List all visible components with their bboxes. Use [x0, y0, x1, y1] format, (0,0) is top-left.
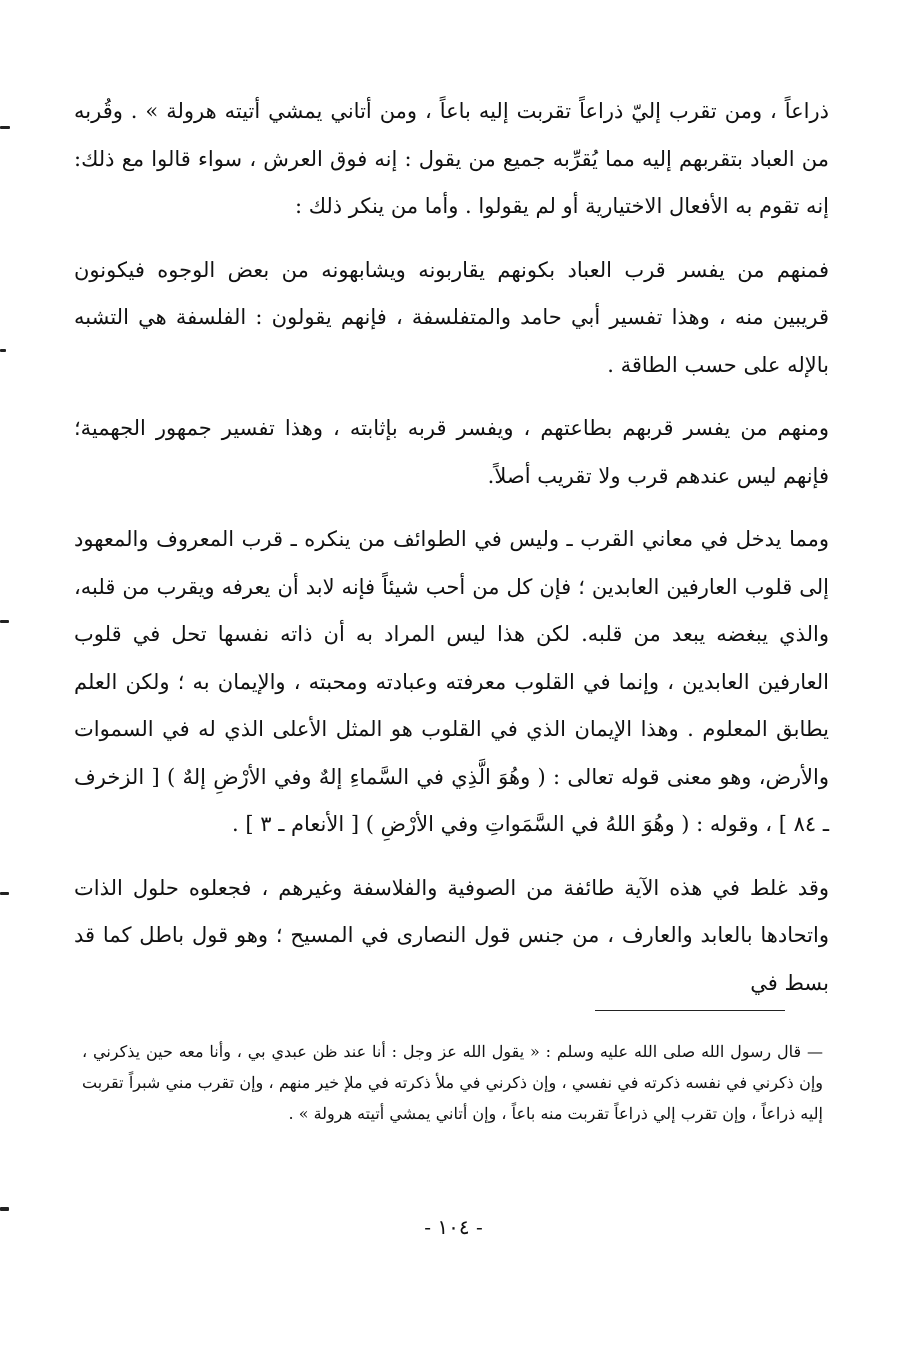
paragraph: وقد غلط في هذه الآية طائفة من الصوفية والفلاسفة وغيرهم ، فجعلوه حلول الذات واتحادها بالعابد والعارف ، من جنس قول النصارى في المسيح ؛ وهو قول باطل كما قد بسط في — [74, 875, 829, 995]
page-number: - ١٠٤ - — [424, 1215, 483, 1239]
margin-mark — [0, 892, 9, 895]
main-text — [74, 88, 829, 1007]
margin-mark — [0, 349, 6, 352]
paragraph: ومنهم من يفسر قربهم بطاعتهم ، ويفسر قربه بإثابته ، وهذا تفسير جمهور الجهمية؛ فإنهم ليس عندهم قرب ولا تقريب أصلاً. — [74, 416, 829, 488]
margin-mark — [0, 620, 9, 623]
footnote-separator — [595, 1010, 785, 1011]
margin-mark — [0, 126, 10, 129]
paragraph: ذراعاً ، ومن تقرب إليّ ذراعاً تقربت إليه باعاً ، ومن أتاني يمشي أتيته هرولة » . وقُربه من العباد بتقربهم إليه مما يُقرِّبه جميع من يقول : إنه فوق العرش ، سواء قالوا مع ذلك: إنه تقوم به الأفعال الاختيارية أو لم يقولوا . وأما من ينكر ذلك : — [74, 99, 829, 218]
paragraph: ومما يدخل في معاني القرب ـ وليس في الطوائف من ينكره ـ قرب المعروف والمعهود إلى قلوب العارفين العابدين ؛ فإن كل من أحب شيئاً فإنه لابد أن يعرفه ويقرب من قلبه، والذي يبغضه يبعد من قلبه. لكن هذا ليس المراد به أن ذاته نفسها تحل في قلوب العارفين العابدين ، وإنما في القلوب معرفته وعبادته ومحبته ، والإيمان به ؛ ولكن العلم يطابق المعلوم . وهذا الإيمان الذي في القلوب هو المثل الأعلى الذي له في السموات والأرض، وهو معنى قوله تعالى : ( وهُوَ الَّذِي في السَّماءِ إلهٌ وفي الأرْضِ إلهٌ ) [ الزخرف ـ ٨٤ ] ، وقوله : ( وهُوَ اللهُ في السَّمَواتِ وفي الأرْضِ ) [ الأنعام ـ ٣ ] . — [74, 527, 829, 836]
margin-mark — [0, 1207, 9, 1211]
footnote: — قال رسول الله صلى الله عليه وسلم : « يقول الله عز وجل : أنا عند ظن عبدي بي ، وأنا معه حين يذكرني ، وإن ذكرني في نفسه ذكرته في نفسي ، وإن ذكرني في ملأ ذكرته في ملإ خير منهم ، وإن تقرب مني شبراً تقربت إليه ذراعاً ، وإن تقرب إلي ذراعاً تقربت منه باعاً ، وإن أتاني يمشي أتيته هرولة » . — [82, 1042, 824, 1123]
paragraph: فمنهم من يفسر قرب العباد بكونهم يقاربونه ويشابهونه من بعض الوجوه فيكونون قريبين منه ، وهذا تفسير أبي حامد والمتفلسفة ، فإنهم يقولون : الفلسفة هي التشبه بالإله على حسب الطاقة . — [74, 257, 829, 377]
